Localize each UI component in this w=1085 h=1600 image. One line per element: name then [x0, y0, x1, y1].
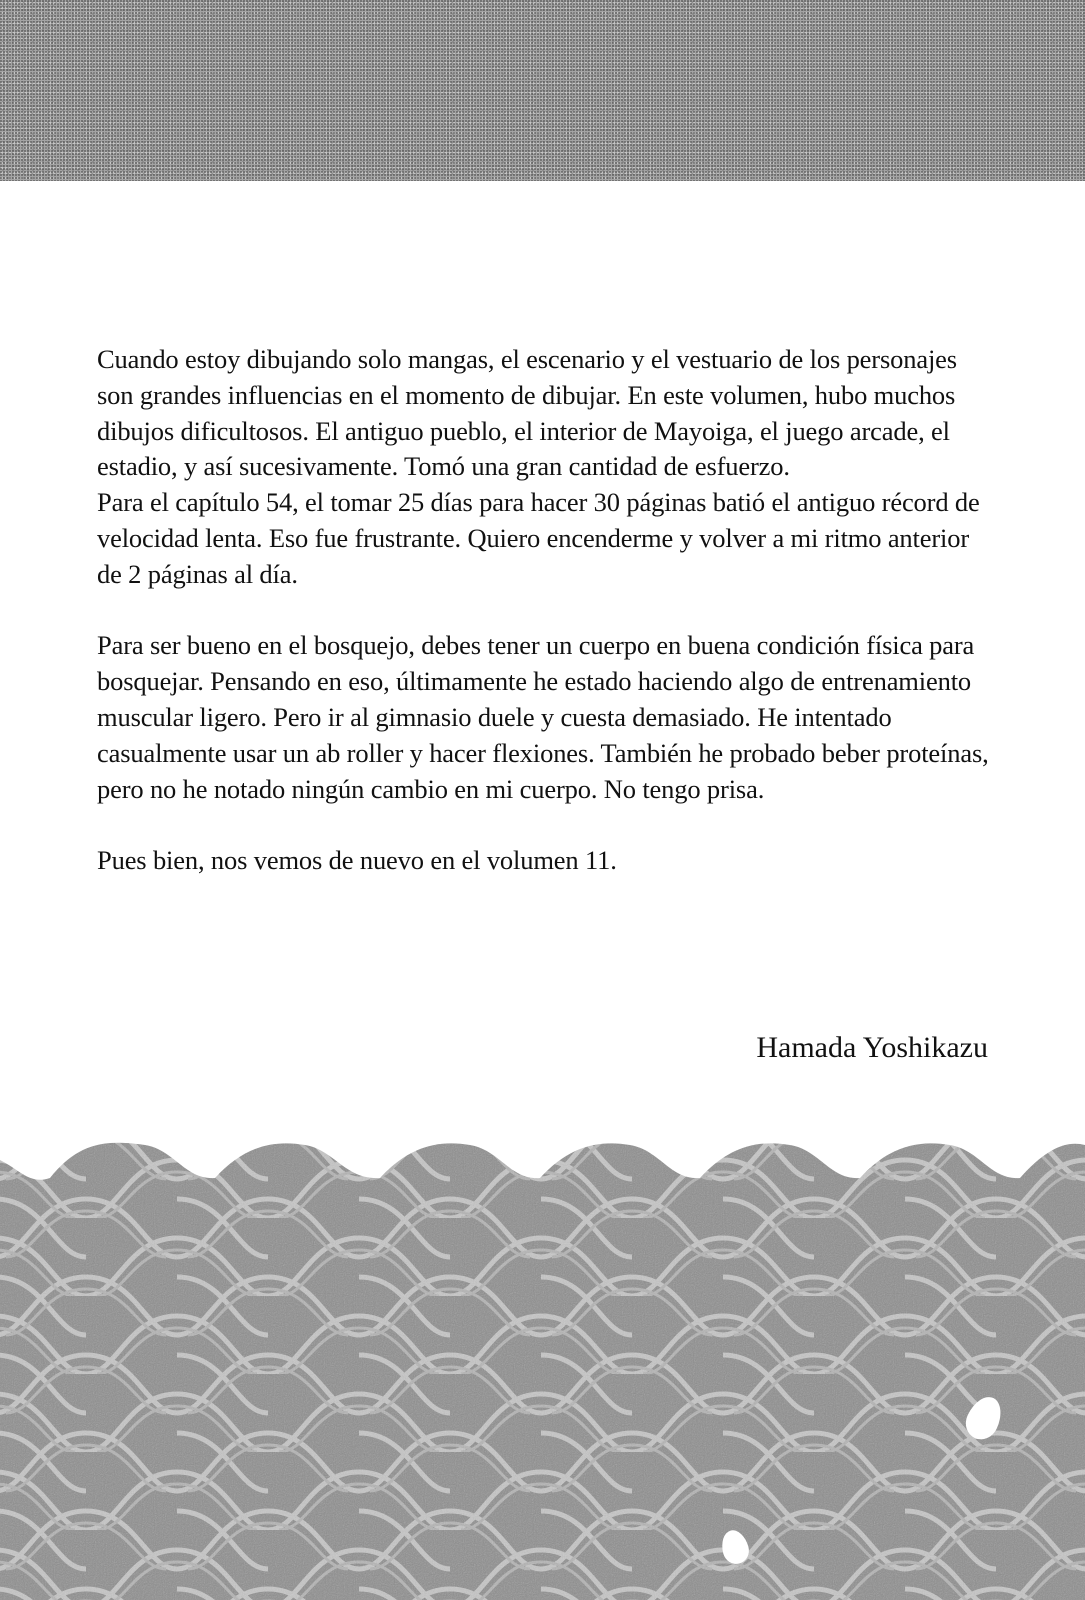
- paragraph-1-part-1: Cuando estoy dibujando solo mangas, el escenario y el vestuario de los personajes son grandes influencias en el momento de dibujar. En este volumen, hubo muchos dibujos dificultosos. El antiguo pueblo, el interior de Mayoiga, el juego arcade, el estadio, y así sucesivamente. Tomó una gran cantidad de esfuerzo.: [97, 344, 957, 482]
- seigaiha-wave-pattern: [0, 1140, 1085, 1600]
- paragraph-1-part-2: Para el capítulo 54, el tomar 25 días para hacer 30 páginas batió el antiguo récord de velocidad lenta. Eso fue frustrante. Quiero encenderme y volver a mi ritmo anterior de 2 páginas al día.: [97, 487, 980, 589]
- author-signature: Hamada Yoshikazu: [756, 1031, 988, 1064]
- screentone-top-band: [0, 0, 1085, 181]
- paragraph-2: Para ser bueno en el bosquejo, debes tener un cuerpo en buena condición física para bosquejar. Pensando en eso, últimamente he estado haciendo algo de entrenamiento muscular ligero. Pero ir al gimnasio duele y cuesta demasiado. He intentado casualmente usar un ab roller y hacer flexiones. También he probado beber proteínas, pero no he notado ningún cambio en mi cuerpo. No tengo prisa.: [97, 630, 989, 804]
- paragraph-spacer: [97, 807, 992, 843]
- paragraph-spacer: [97, 593, 992, 629]
- wave-pattern-graphic: [0, 1140, 1085, 1600]
- paragraph-3: Pues bien, nos vemos de nuevo en el volumen 11.: [97, 845, 617, 876]
- afterword-text: [97, 342, 992, 879]
